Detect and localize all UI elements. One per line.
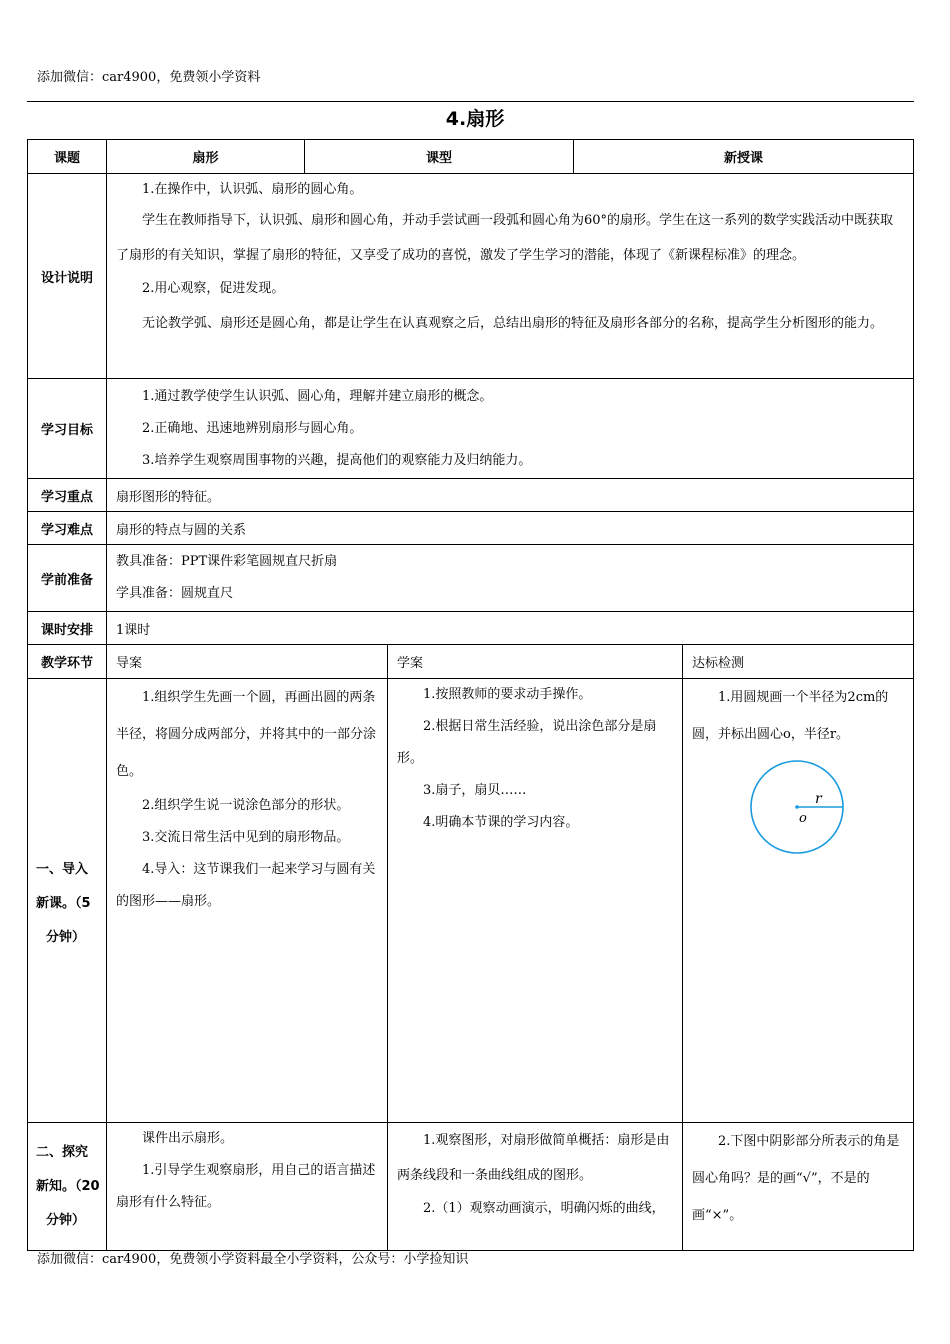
key-point-value: 扇形图形的特征。	[107, 479, 914, 512]
columns-header-row	[28, 645, 914, 679]
difficulty-row	[28, 512, 914, 545]
circle-figure	[692, 753, 905, 863]
section-label-line: 新知。（20	[36, 1178, 100, 1194]
difficulty-value: 扇形的特点与圆的关系	[107, 512, 914, 545]
guide-item: 1.引导学生观察扇形，用自己的语言描述扇形有什么特征。	[116, 1163, 376, 1210]
guide-column-header: 导案	[107, 645, 388, 679]
topic-label: 课题	[28, 140, 107, 174]
lesson-plan-table	[27, 139, 914, 1251]
section-label-line: 二、探究	[36, 1144, 89, 1160]
section-intro-label	[28, 679, 107, 1123]
center-dot	[795, 805, 799, 809]
page-title: 4.扇形	[445, 108, 505, 130]
study-item: 2.根据日常生活经验，说出涂色部分是扇形。	[397, 719, 657, 766]
design-row	[28, 174, 914, 379]
goals-row	[28, 379, 914, 479]
section-label-line: 一、导入	[36, 861, 89, 877]
guide-item: 3.交流日常生活中见到的扇形物品。	[142, 830, 350, 845]
section-explore-guide	[107, 1123, 388, 1251]
design-paragraph: 2.用心观察，促进发现。	[142, 281, 285, 296]
guide-item: 课件出示扇形。	[142, 1131, 234, 1146]
guide-item: 4.导入：这节课我们一起来学习与圆有关的图形——扇形。	[116, 862, 376, 909]
check-column-header: 达标检测	[683, 645, 914, 679]
study-item: 1.按照教师的要求动手操作。	[423, 687, 592, 702]
goals-content	[107, 379, 914, 479]
section-intro-study	[388, 679, 683, 1123]
guide-item: 1.组织学生先画一个圆，再画出圆的两条半径，将圆分成两部分，并将其中的一部分涂色。	[116, 690, 377, 779]
section-intro-guide	[107, 679, 388, 1123]
prep-content	[107, 545, 914, 612]
section-label-line: 分钟）	[46, 929, 86, 945]
key-point-label: 学习重点	[28, 479, 107, 512]
goals-label: 学习目标	[28, 379, 107, 479]
check-item: 1.用圆规画一个半径为2cm的圆，并标出圆心o，半径r。	[692, 690, 889, 742]
prep-label: 学前准备	[28, 545, 107, 612]
design-label: 设计说明	[28, 174, 107, 379]
study-item: 3.扇子，扇贝……	[423, 783, 527, 798]
study-column-header: 学案	[388, 645, 683, 679]
study-item: 4.明确本节课的学习内容。	[423, 815, 579, 830]
section-explore-check	[683, 1123, 914, 1251]
design-paragraph: 1.在操作中，认识弧、扇形的圆心角。	[142, 182, 363, 197]
section-explore-study	[388, 1123, 683, 1251]
design-content	[107, 174, 914, 379]
topic-value: 扇形	[107, 140, 305, 174]
lesson-type-value: 新授课	[574, 140, 914, 174]
section-explore-row	[28, 1123, 914, 1251]
topic-row	[28, 140, 914, 174]
lesson-type-label: 课型	[305, 140, 574, 174]
section-intro-row	[28, 679, 914, 1123]
goal-item: 2.正确地、迅速地辨别扇形与圆心角。	[142, 421, 363, 436]
section-label-line: 分钟）	[46, 1212, 86, 1228]
study-item: 2.（1）观察动画演示，明确闪烁的曲线，	[423, 1201, 665, 1216]
check-item: 2.下图中阴影部分所表示的角是圆心角吗？是的画“√”，不是的画“×”。	[692, 1134, 900, 1223]
center-label: o	[798, 811, 807, 826]
header-note: 添加微信：car4900，免费领小学资料	[37, 70, 261, 85]
difficulty-label: 学习难点	[28, 512, 107, 545]
section-label-line: 新课。（5	[36, 895, 91, 911]
title-divider	[27, 101, 914, 102]
teacher-prep: 教具准备：PPT课件彩笔圆规直尺折扇	[116, 554, 338, 569]
study-item: 1.观察图形，对扇形做简单概括：扇形是由两条线段和一条曲线组成的图形。	[397, 1133, 670, 1183]
goal-item: 3.培养学生观察周围事物的兴趣，提高他们的观察能力及归纳能力。	[142, 453, 532, 468]
key-point-row	[28, 479, 914, 512]
prep-row	[28, 545, 914, 612]
schedule-row	[28, 612, 914, 645]
guide-item: 2.组织学生说一说涂色部分的形状。	[142, 798, 350, 813]
design-paragraph: 学生在教师指导下，认识弧、扇形和圆心角，并动手尝试画一段弧和圆心角为60°的扇形。学生在这一系列的数学实践活动中既获取了扇形的有关知识，掌握了扇形的特征，又享受了成功的喜悦，激发了学生学习的潜能，体现了《新课程标准》的理念。	[116, 213, 894, 263]
student-prep: 学具准备：圆规直尺	[116, 586, 234, 601]
section-explore-label	[28, 1123, 107, 1251]
circle-diagram	[749, 759, 849, 859]
section-intro-check	[683, 679, 914, 1123]
schedule-label: 课时安排	[28, 612, 107, 645]
schedule-value: 1课时	[107, 612, 914, 645]
radius-label: r	[814, 791, 822, 807]
stage-column-header: 教学环节	[28, 645, 107, 679]
design-paragraph: 无论教学弧、扇形还是圆心角，都是让学生在认真观察之后，总结出扇形的特征及扇形各部分的名称，提高学生分析图形的能力。	[142, 316, 884, 331]
footer-note: 添加微信：car4900，免费领小学资料最全小学资料，公众号：小学捡知识	[37, 1252, 469, 1267]
goal-item: 1.通过教学使学生认识弧、圆心角，理解并建立扇形的概念。	[142, 389, 493, 404]
